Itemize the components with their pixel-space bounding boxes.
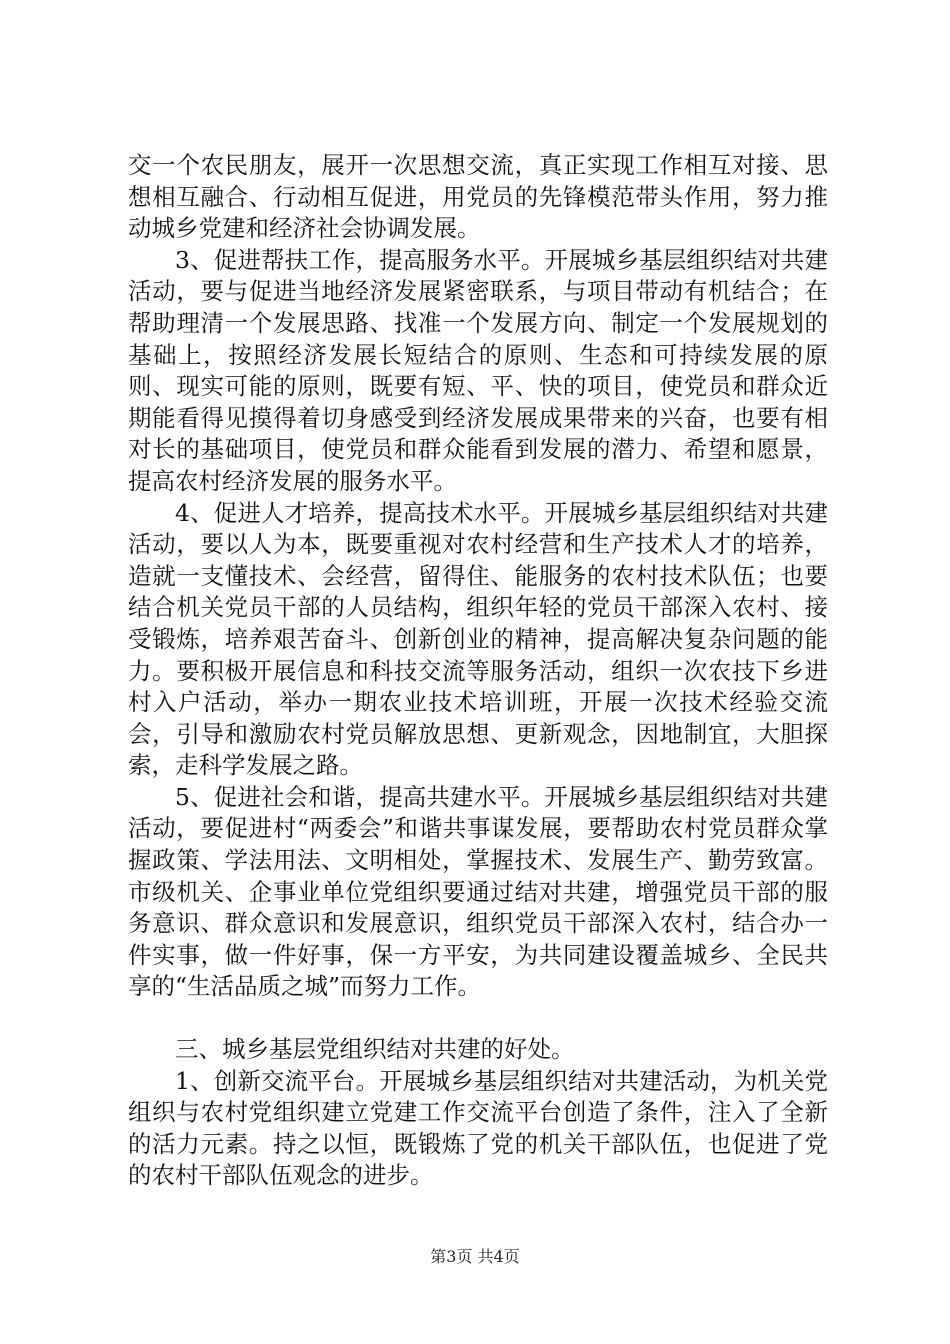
paragraph-item-5: 5、促进社会和谐，提高共建水平。开展城乡基层组织结对共建活动，要促进村“两委会”和谐共事谋发展，要帮助农村党员群众掌握政策、学法用法、文明相处，掌握技术、发展生产、勤劳致富。市级机关、企事业单位党组织要通过结对共建，增强党员干部的服务意识、群众意识和发展意识，组织党员干部深入农村，结合办一件实事，做一件好事，保一方平安，为共同建设覆盖城乡、全民共享的“生活品质之城”而努力工作。 [128,782,828,1001]
section-heading-3: 三、城乡基层党组织结对共建的好处。 [175,1035,575,1064]
paragraph-item-3: 3、促进帮扶工作，提高服务水平。开展城乡基层组织结对共建活动，要与促进当地经济发展紧密联系，与项目带动有机结合；在帮助理清一个发展思路、找准一个发展方向、制定一个发展规划的基础上，按照经济发展长短结合的原则、生态和可持续发展的原则、现实可能的原则，既要有短、平、快的项目，使党员和群众近期能看得见摸得着切身感受到经济发展成果带来的兴奋，也要有相对长的基础项目，使党员和群众能看到发展的潜力、希望和愿景，提高农村经济发展的服务水平。 [128,245,828,495]
paragraph-continuation: 交一个农民朋友，展开一次思想交流，真正实现工作相互对接、思想相互融合、行动相互促进，用党员的先锋模范带头作用，努力推动城乡党建和经济社会协调发展。 [128,151,828,243]
document-body [128,150,828,1192]
paragraph-section3-item-1: 1、创新交流平台。开展城乡基层组织结对共建活动，为机关党组织与农村党组织建立党建工作交流平台创造了条件，注入了全新的活力元素。持之以恒，既锻炼了党的机关干部队伍，也促进了党的农村干部队伍观念的进步。 [128,1066,828,1190]
page-number-label: 第3页 共4页 [430,1247,520,1266]
paragraph-item-4: 4、促进人才培养，提高技术水平。开展城乡基层组织结对共建活动，要以人为本，既要重视对农村经营和生产技术人才的培养，造就一支懂技术、会经营，留得住、能服务的农村技术队伍；也要结合机关党员干部的人员结构，组织年轻的党员干部深入农村、接受锻炼，培养艰苦奋斗、创新创业的精神，提高解决复杂问题的能力。要积极开展信息和科技交流等服务活动，组织一次农技下乡进村入户活动，举办一期农业技术培训班，开展一次技术经验交流会，引导和激励农村党员解放思想、更新观念，因地制宜，大胆探索，走科学发展之路。 [128,498,828,780]
page-footer [0,1244,950,1267]
